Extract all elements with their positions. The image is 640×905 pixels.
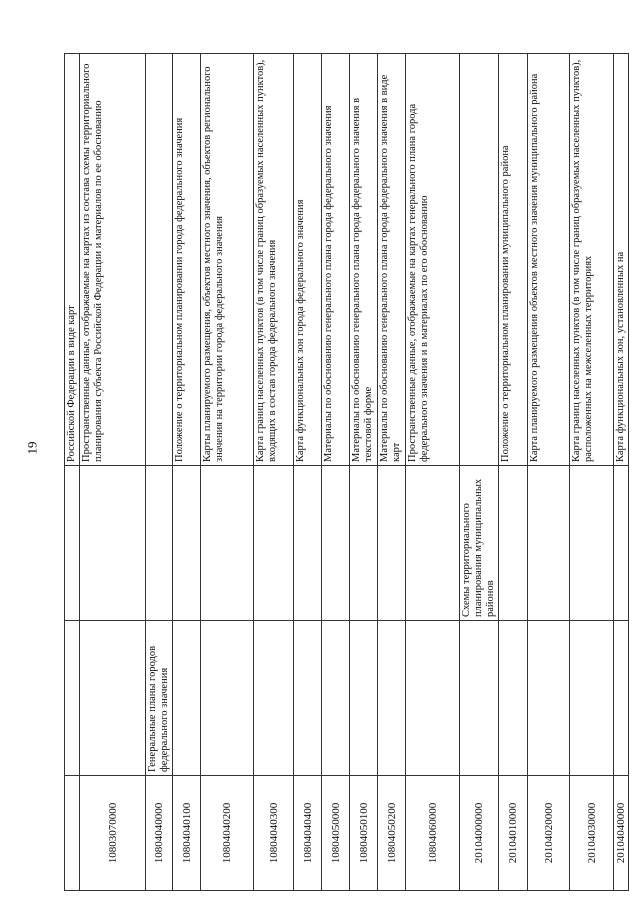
code-cell: 10804060000 [406, 776, 460, 891]
level2-cell [614, 621, 629, 776]
table-row [570, 54, 614, 891]
description-cell: Материалы по обоснованию генерального плана города федерального значения в текстовой форме [350, 54, 378, 466]
description-cell [146, 54, 173, 466]
table-row [614, 54, 629, 891]
table-row [294, 54, 322, 891]
classifier-table [64, 53, 629, 891]
table-row [406, 54, 460, 891]
level2-cell [406, 621, 460, 776]
description-cell: Карты планируемого размещения, объектов местного значения, объектов регионального значения на территории города федерального значения [201, 54, 254, 466]
code-cell: 10804050100 [350, 776, 378, 891]
code-cell [65, 776, 80, 891]
level2-cell [378, 621, 406, 776]
code-cell: 10804040400 [294, 776, 322, 891]
description-cell: Российской Федерации в виде карт [65, 54, 80, 466]
level3-cell [254, 466, 294, 621]
code-cell: 10803070000 [80, 776, 146, 891]
code-cell: 10804040000 [146, 776, 173, 891]
table-row [146, 54, 173, 891]
level3-cell: Схемы территориального планирования муниципальных районов [460, 466, 499, 621]
code-cell: 10804040300 [254, 776, 294, 891]
table-row [80, 54, 146, 891]
code-cell: 10804040100 [173, 776, 201, 891]
level3-cell [528, 466, 570, 621]
code-cell: 10804050000 [322, 776, 350, 891]
level3-cell [65, 466, 80, 621]
description-cell: Пространственные данные, отображаемые на картах генерального плана города федерального значения и в материалах по его обоснованию [406, 54, 460, 466]
level3-cell [80, 466, 146, 621]
description-cell: Материалы по обоснованию генерального плана города федерального значения в виде карт [378, 54, 406, 466]
level2-cell [294, 621, 322, 776]
level2-cell [80, 621, 146, 776]
rotated-table-container [64, 54, 627, 891]
code-cell: 10804040200 [201, 776, 254, 891]
level2-cell [65, 621, 80, 776]
description-cell: Карта функциональных зон, установленных на [614, 54, 629, 466]
description-cell: Карта границ населенных пунктов (в том числе границ образуемых населенных пунктов), входящих в состав города федерального значения [254, 54, 294, 466]
description-cell: Карта планируемого размещения объектов местного значения муниципального района [528, 54, 570, 466]
table-row [322, 54, 350, 891]
description-cell: Материалы по обоснованию генерального плана города федерального значения [322, 54, 350, 466]
level2-cell [499, 621, 528, 776]
table-row [254, 54, 294, 891]
code-cell: 20104030000 [570, 776, 614, 891]
table-row [65, 54, 80, 891]
level3-cell [146, 466, 173, 621]
level2-cell [322, 621, 350, 776]
description-cell: Карта функциональных зон города федерального значения [294, 54, 322, 466]
level2-cell [350, 621, 378, 776]
level2-cell [173, 621, 201, 776]
table-row [173, 54, 201, 891]
level3-cell [378, 466, 406, 621]
code-cell: 20104020000 [528, 776, 570, 891]
level3-cell [350, 466, 378, 621]
level3-cell [614, 466, 629, 621]
level3-cell [294, 466, 322, 621]
table-row [528, 54, 570, 891]
description-cell: Карта границ населенных пунктов (в том числе границ образуемых населенных пунктов), расположенных на межселенных территориях [570, 54, 614, 466]
description-cell: Пространственные данные, отображаемые на картах из состава схемы территориального планирования субъекта Российской Федерации и материалов по ее обоснованию [80, 54, 146, 466]
level2-cell [570, 621, 614, 776]
level2-cell [254, 621, 294, 776]
level2-cell [460, 621, 499, 776]
page-number: 19 [24, 441, 40, 455]
level2-cell [528, 621, 570, 776]
level3-cell [499, 466, 528, 621]
code-cell: 20104010000 [499, 776, 528, 891]
description-cell: Положение о территориальном планировании муниципального района [499, 54, 528, 466]
description-cell [460, 54, 499, 466]
level3-cell [570, 466, 614, 621]
table-row [499, 54, 528, 891]
level2-cell [201, 621, 254, 776]
code-cell: 10804050200 [378, 776, 406, 891]
level2-cell: Генеральные планы городов федерального значения [146, 621, 173, 776]
level3-cell [406, 466, 460, 621]
table-row [460, 54, 499, 891]
level3-cell [173, 466, 201, 621]
code-cell: 20104000000 [460, 776, 499, 891]
table-row [201, 54, 254, 891]
level3-cell [201, 466, 254, 621]
level3-cell [322, 466, 350, 621]
table-row [378, 54, 406, 891]
table-row [350, 54, 378, 891]
description-cell: Положение о территориальном планировании города федерального значения [173, 54, 201, 466]
code-cell: 20104040000 [614, 776, 629, 891]
